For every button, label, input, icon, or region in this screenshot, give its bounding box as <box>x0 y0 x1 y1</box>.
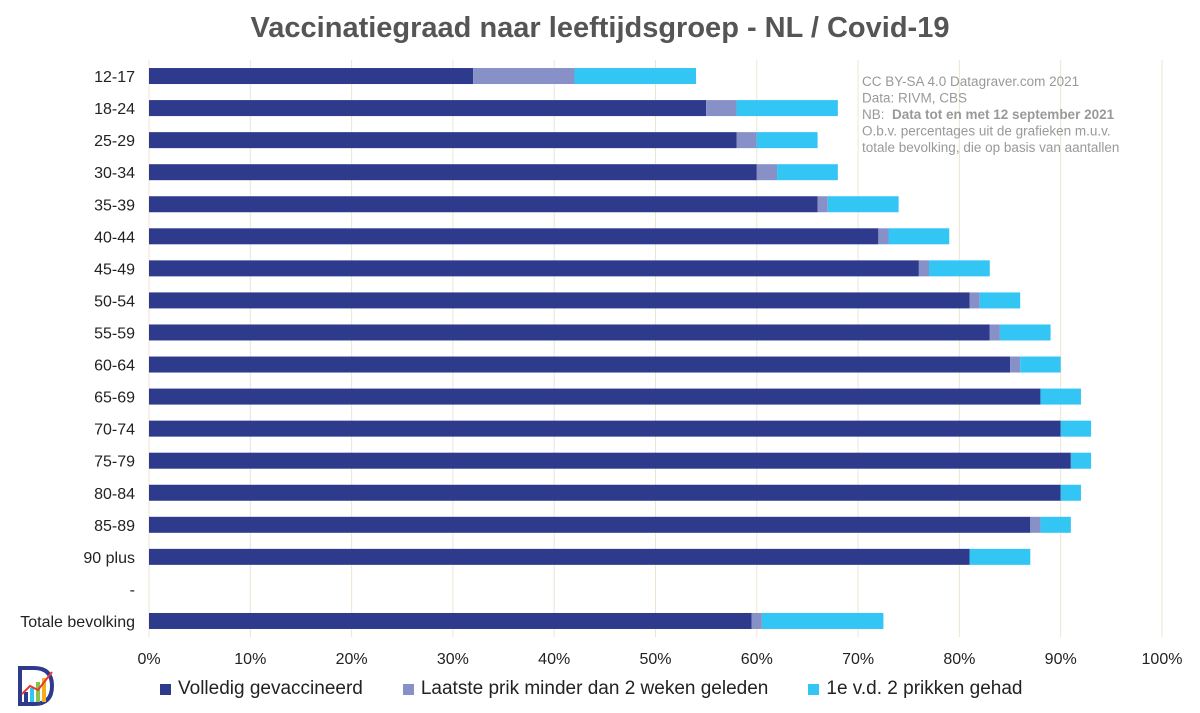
legend <box>160 678 1023 700</box>
category-label: 12-17 <box>94 69 135 87</box>
bar-segment-series-0 <box>149 389 1040 405</box>
legend-swatch <box>808 684 819 695</box>
bar-segment-series-2 <box>737 100 838 116</box>
x-tick-label: 0% <box>137 651 161 668</box>
bar-segment-series-2 <box>1040 517 1070 533</box>
source-note-line: totale bevolking, die op basis van aantallen <box>862 140 1120 155</box>
source-note-line: Data: RIVM, CBS <box>862 90 968 106</box>
note-prefix: NB: <box>862 107 893 122</box>
source-note-line <box>862 107 1115 122</box>
category-label: 60-64 <box>94 357 135 375</box>
category-label: 75-79 <box>94 453 135 471</box>
legend-swatch <box>160 684 171 695</box>
bar-segment-series-0 <box>149 517 1030 533</box>
bar-segment-series-1 <box>818 196 828 212</box>
x-tick-label: 90% <box>1044 651 1077 668</box>
legend-label: Volledig gevaccineerd <box>178 678 363 699</box>
category-label: 55-59 <box>94 325 135 343</box>
bar-segment-series-0 <box>149 292 970 308</box>
bar-segment-series-2 <box>929 260 990 276</box>
bar-segment-series-1 <box>1010 357 1020 373</box>
bar-segment-series-0 <box>149 100 706 116</box>
x-tick-labels <box>137 651 1182 668</box>
category-label: 35-39 <box>94 197 135 215</box>
bar-segment-series-2 <box>1020 357 1061 373</box>
x-tick-label: 30% <box>436 651 469 668</box>
category-labels <box>20 69 135 631</box>
bar-segment-series-2 <box>757 132 818 148</box>
x-tick-label: 100% <box>1141 651 1183 668</box>
bar-segment-series-0 <box>149 68 473 84</box>
bar-segment-series-1 <box>737 132 757 148</box>
bar-segment-series-2 <box>1061 485 1081 501</box>
category-label: 30-34 <box>94 165 135 183</box>
x-tick-label: 40% <box>538 651 571 668</box>
category-label: 65-69 <box>94 389 135 407</box>
category-label: 25-29 <box>94 133 135 151</box>
category-label: 85-89 <box>94 517 135 535</box>
legend-item <box>808 678 1022 700</box>
bar-segment-series-1 <box>706 100 736 116</box>
category-label: 80-84 <box>94 485 135 503</box>
legend-item <box>160 678 363 700</box>
x-tick-label: 50% <box>639 651 672 668</box>
category-label: 50-54 <box>94 293 135 311</box>
bar-segment-series-2 <box>980 292 1021 308</box>
bar-segment-series-2 <box>777 164 838 180</box>
category-label: - <box>129 581 135 599</box>
bar-segment-series-0 <box>149 164 757 180</box>
bar-segment-series-1 <box>919 260 929 276</box>
source-notes <box>862 74 1119 155</box>
category-label: 18-24 <box>94 101 135 119</box>
bar-segment-series-2 <box>762 613 884 629</box>
bar-segment-series-0 <box>149 421 1061 437</box>
bar-segment-series-1 <box>878 228 888 244</box>
x-tick-label: 10% <box>234 651 267 668</box>
legend-item <box>403 678 769 700</box>
x-tick-label: 70% <box>842 651 875 668</box>
bar-segment-series-2 <box>574 68 696 84</box>
bar-segment-series-0 <box>149 228 878 244</box>
x-tick-label: 20% <box>335 651 368 668</box>
bar-segment-series-1 <box>757 164 777 180</box>
bar-segment-series-1 <box>473 68 574 84</box>
legend-swatch <box>403 684 414 695</box>
category-label: 70-74 <box>94 421 135 439</box>
bar-segment-series-2 <box>1071 453 1091 469</box>
note-bold: Data tot en met 12 september 2021 <box>892 107 1115 122</box>
bar-segment-series-0 <box>149 453 1071 469</box>
source-note-line: O.b.v. percentages uit de grafieken m.u.v. <box>862 123 1111 139</box>
bar-segment-series-0 <box>149 196 818 212</box>
category-label: 90 plus <box>83 549 135 567</box>
bar-segment-series-2 <box>1000 324 1051 340</box>
bar-segment-series-0 <box>149 613 752 629</box>
bar-segment-series-2 <box>828 196 899 212</box>
x-tick-label: 60% <box>740 651 773 668</box>
bar-segment-series-0 <box>149 357 1010 373</box>
bar-segment-series-1 <box>752 613 762 629</box>
source-note-line: CC BY-SA 4.0 Datagraver.com 2021 <box>862 74 1080 89</box>
chart-title: Vaccinatiegraad naar leeftijdsgroep - NL / Covid-19 <box>250 12 950 44</box>
bar-segment-series-0 <box>149 549 970 565</box>
bar-segment-series-1 <box>970 292 980 308</box>
x-tick-label: 80% <box>943 651 976 668</box>
bar-segment-series-2 <box>1040 389 1081 405</box>
legend-label: Laatste prik minder dan 2 weken geleden <box>420 678 769 699</box>
bar-segment-series-0 <box>149 132 737 148</box>
datagraver-logo-icon <box>14 664 58 708</box>
bar-segment-series-1 <box>990 324 1000 340</box>
bar-segment-series-0 <box>149 260 919 276</box>
bar-segment-series-2 <box>1061 421 1091 437</box>
bar-segment-series-0 <box>149 485 1061 501</box>
legend-label: 1e v.d. 2 prikken gehad <box>826 678 1023 699</box>
category-label: Totale bevolking <box>20 613 135 631</box>
category-label: 40-44 <box>94 229 135 247</box>
bar-segment-series-2 <box>970 549 1031 565</box>
bar-segment-series-0 <box>149 324 990 340</box>
bar-segment-series-1 <box>1030 517 1040 533</box>
bar-segment-series-2 <box>888 228 949 244</box>
category-label: 45-49 <box>94 261 135 279</box>
